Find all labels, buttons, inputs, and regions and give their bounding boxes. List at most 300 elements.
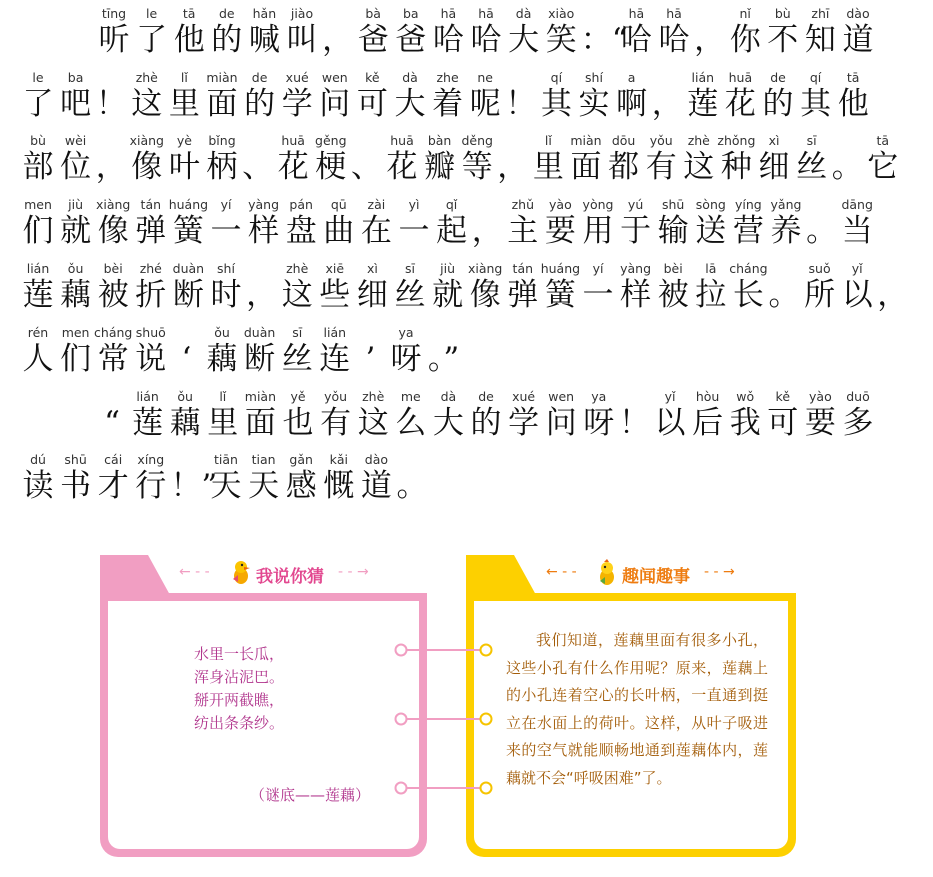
hanzi: 部 <box>22 149 54 185</box>
fun-fact-text <box>506 627 768 792</box>
hanzi: 被 <box>657 277 689 313</box>
pinyin: shí <box>217 261 235 276</box>
pinyin: zhé <box>139 261 162 276</box>
pinyin: tán <box>140 197 162 212</box>
hanzi: 样 <box>620 277 652 313</box>
punctuation-mark: ， <box>877 277 909 313</box>
pinyin: xiàng <box>467 261 503 276</box>
hanzi: 里 <box>207 405 239 441</box>
hanzi: 以 <box>654 405 686 441</box>
punctuation-mark: 。” <box>427 341 460 377</box>
pinyin: dà <box>440 389 457 404</box>
pinyin: yào <box>809 389 832 404</box>
pinyin: lián <box>26 261 50 276</box>
hanzi: 么 <box>395 405 427 441</box>
pinyin: hā <box>666 6 682 21</box>
hanzi: 笑 <box>545 22 577 58</box>
pinyin: de <box>478 389 494 404</box>
hanzi: 藕 <box>206 341 238 377</box>
pinyin: lián <box>691 70 715 85</box>
pinyin: xué <box>285 70 309 85</box>
pinyin: shū <box>64 452 87 467</box>
pinyin: hā <box>628 6 645 21</box>
pinyin: de <box>251 70 268 85</box>
hanzi: 大 <box>508 22 540 58</box>
pinyin: xiàng <box>95 197 131 212</box>
punctuation-mark: 、 <box>242 149 274 185</box>
hanzi: 用 <box>582 213 614 249</box>
hanzi: 簧 <box>172 213 204 249</box>
hanzi: 大 <box>394 86 426 122</box>
hanzi: 以 <box>841 277 873 313</box>
pinyin: zhè <box>687 133 710 148</box>
hanzi: 瓣 <box>424 149 456 185</box>
pinyin: bù <box>30 133 46 148</box>
hanzi: 吧 <box>60 86 92 122</box>
pinyin: hā <box>478 6 494 21</box>
hanzi: 可 <box>356 86 388 122</box>
punctuation-mark: ！” <box>170 468 218 504</box>
hanzi: 呀 <box>583 405 615 441</box>
hanzi: 的 <box>762 86 794 122</box>
pinyin: dāng <box>841 197 873 212</box>
hanzi: 了 <box>22 86 54 122</box>
hanzi: 叫 <box>286 22 318 58</box>
hanzi: 在 <box>360 213 392 249</box>
chick-mascot-icon <box>596 559 618 587</box>
pinyin: zhè <box>135 70 158 85</box>
riddle-card-tab <box>100 555 170 597</box>
hanzi: 时 <box>210 277 242 313</box>
hanzi: 面 <box>244 405 276 441</box>
pinyin: yè <box>176 133 192 148</box>
hanzi: 拉 <box>695 277 727 313</box>
pinyin: tian <box>251 452 276 467</box>
hanzi: 里 <box>168 86 200 122</box>
pinyin: huáng <box>540 261 581 276</box>
pinyin: pán <box>289 197 313 212</box>
pinyin: wèi <box>64 133 87 148</box>
pinyin: shuō <box>135 325 166 340</box>
punctuation-mark: ！ <box>618 405 650 441</box>
hanzi: 要 <box>804 405 836 441</box>
hanzi: 学 <box>281 86 313 122</box>
hanzi: 丝 <box>281 341 313 377</box>
pinyin: jiù <box>68 197 84 212</box>
pinyin: yí <box>592 261 604 276</box>
pinyin: lā <box>705 261 717 276</box>
hanzi: 一 <box>582 277 614 313</box>
hanzi: 这 <box>683 149 715 185</box>
pinyin: ne <box>477 70 493 85</box>
pinyin: zhǔ <box>511 197 534 212</box>
pinyin: dōu <box>611 133 636 148</box>
hanzi: 样 <box>248 213 280 249</box>
pinyin: cháng <box>94 325 133 340</box>
hanzi: 常 <box>97 341 129 377</box>
hanzi: 哈 <box>658 22 690 58</box>
hanzi: 问 <box>319 86 351 122</box>
pinyin: hǎn <box>252 6 277 21</box>
hanzi: 盘 <box>285 213 317 249</box>
hanzi: 弹 <box>507 277 539 313</box>
hanzi: 就 <box>60 213 92 249</box>
hanzi: 送 <box>695 213 727 249</box>
hanzi: 哈 <box>470 22 502 58</box>
hanzi: 细 <box>356 277 388 313</box>
pinyin: rén <box>27 325 49 340</box>
punctuation-mark: ’ <box>365 341 376 377</box>
punctuation-mark: ， <box>322 22 354 58</box>
pinyin: dú <box>30 452 46 467</box>
pinyin: yòng <box>582 197 614 212</box>
pinyin: yǐ <box>664 389 676 404</box>
hanzi: 爸 <box>357 22 389 58</box>
pinyin: sòng <box>695 197 726 212</box>
pinyin: yàng <box>620 261 652 276</box>
pinyin: le <box>146 6 158 21</box>
punctuation-mark: 。 <box>768 277 800 313</box>
punctuation-mark: ， <box>651 86 683 122</box>
pinyin: xì <box>768 133 780 148</box>
pinyin: hòu <box>695 389 720 404</box>
pinyin: bù <box>774 6 791 21</box>
punctuation-mark: 、 <box>350 149 382 185</box>
pinyin: duàn <box>243 325 276 340</box>
pinyin: zhe <box>436 70 459 85</box>
hanzi: 养 <box>770 213 802 249</box>
pinyin: bàn <box>427 133 452 148</box>
hanzi: 营 <box>732 213 764 249</box>
hanzi: 读 <box>22 468 54 504</box>
pinyin: lǐ <box>544 133 552 148</box>
hanzi: 像 <box>469 277 501 313</box>
hanzi: 丝 <box>394 277 426 313</box>
hanzi: 当 <box>841 213 873 249</box>
pinyin: xué <box>512 389 536 404</box>
pinyin: bǐng <box>208 133 236 148</box>
pinyin: de <box>218 6 235 21</box>
punctuation-mark: ：“ <box>580 22 628 58</box>
hanzi: 呀 <box>390 341 422 377</box>
hanzi: 藕 <box>169 405 201 441</box>
hanzi: 于 <box>620 213 652 249</box>
fun-fact-arrow-left: ← - - <box>546 564 577 580</box>
hanzi: 藕 <box>60 277 92 313</box>
hanzi: 啊 <box>616 86 648 122</box>
hanzi: 实 <box>578 86 610 122</box>
punctuation-mark: ！ <box>95 86 127 122</box>
pinyin: ba <box>67 70 84 85</box>
pinyin: miàn <box>244 389 276 404</box>
pinyin: zhè <box>362 389 385 404</box>
pinyin: yú <box>627 197 644 212</box>
hanzi: 面 <box>570 149 602 185</box>
hanzi: 等 <box>461 149 493 185</box>
pinyin: yào <box>549 197 572 212</box>
riddle-card <box>100 555 427 857</box>
hanzi: 天 <box>248 468 280 504</box>
pinyin: dà <box>402 70 418 85</box>
hanzi: 些 <box>319 277 351 313</box>
pinyin: sī <box>405 261 415 276</box>
hanzi: 问 <box>545 405 577 441</box>
hanzi: 可 <box>767 405 799 441</box>
hanzi: 学 <box>508 405 540 441</box>
hanzi: 大 <box>432 405 464 441</box>
hanzi: 后 <box>692 405 724 441</box>
pinyin: a <box>627 70 636 85</box>
pinyin: tiān <box>214 452 238 467</box>
hanzi: 一 <box>210 213 242 249</box>
hanzi: 有 <box>320 405 352 441</box>
punctuation-mark: 。 <box>831 149 863 185</box>
hanzi: 也 <box>282 405 314 441</box>
pinyin: cái <box>104 452 123 467</box>
hanzi: 弹 <box>135 213 167 249</box>
hanzi: 曲 <box>323 213 355 249</box>
pinyin: miàn <box>570 133 602 148</box>
pinyin: suǒ <box>808 261 831 276</box>
fun-fact-paragraph: 我们知道，莲藕里面有很多小孔，这些小孔有什么作用呢？原来，莲藕上的小孔连着空心的长叶柄，一直通到挺立在水面上的荷叶。这样，从叶子吸进来的空气就能顺畅地通到莲藕体内，莲藕就不会“呼吸困难”了。 <box>506 631 768 787</box>
pinyin: shí <box>585 70 603 85</box>
pinyin: men <box>61 325 90 340</box>
hanzi: 感 <box>285 468 317 504</box>
pinyin: bèi <box>663 261 683 276</box>
hanzi: 断 <box>244 341 276 377</box>
pinyin: yǎng <box>770 197 802 212</box>
hanzi: 慨 <box>323 468 355 504</box>
pinyin: qǐ <box>445 197 458 212</box>
pinyin: yě <box>290 389 306 404</box>
duck-mascot-icon <box>230 559 252 587</box>
pinyin: yíng <box>735 197 762 212</box>
hanzi: 喊 <box>248 22 280 58</box>
punctuation-mark: ！ <box>505 86 537 122</box>
hanzi: 丝 <box>796 149 828 185</box>
hanzi: 都 <box>608 149 640 185</box>
pinyin: xiē <box>325 261 345 276</box>
hanzi: 其 <box>540 86 572 122</box>
pinyin: wen <box>548 389 575 404</box>
hanzi: 莲 <box>132 405 164 441</box>
pinyin: miàn <box>206 70 238 85</box>
fun-fact-card-tab <box>466 555 536 597</box>
hanzi: 花 <box>386 149 418 185</box>
hanzi: 这 <box>131 86 163 122</box>
pinyin: gǎn <box>289 452 313 467</box>
hanzi: 里 <box>532 149 564 185</box>
pinyin: ǒu <box>67 261 84 276</box>
pinyin: nǐ <box>739 6 751 21</box>
pinyin: xiào <box>548 6 575 21</box>
hanzi: 道 <box>360 468 392 504</box>
hanzi: 就 <box>432 277 464 313</box>
pinyin: lǐ <box>219 389 227 404</box>
riddle-text <box>194 643 284 735</box>
punctuation-mark: ， <box>694 22 726 58</box>
riddle-card-title: 我说你猜 <box>256 567 324 587</box>
pinyin: duō <box>846 389 870 404</box>
hanzi: 细 <box>758 149 790 185</box>
riddle-line: 掰开两截瞧， <box>194 691 285 709</box>
pinyin: qí <box>550 70 563 85</box>
hanzi: 们 <box>60 341 92 377</box>
hanzi: 知 <box>804 22 836 58</box>
hanzi: 爸 <box>395 22 427 58</box>
hanzi: 的 <box>244 86 276 122</box>
hanzi: 莲 <box>687 86 719 122</box>
hanzi: 不 <box>767 22 799 58</box>
hanzi: 人 <box>22 341 54 377</box>
pinyin: huáng <box>168 197 209 212</box>
hanzi: 位 <box>60 149 92 185</box>
pinyin: shū <box>662 197 685 212</box>
pinyin: yì <box>408 197 420 212</box>
hanzi: 连 <box>319 341 351 377</box>
hanzi: 一 <box>398 213 430 249</box>
hanzi: 道 <box>842 22 874 58</box>
hanzi: 我 <box>729 405 761 441</box>
hanzi: 们 <box>22 213 54 249</box>
pinyin: ba <box>402 6 419 21</box>
pinyin: kě <box>365 70 380 85</box>
pinyin: huā <box>728 70 753 85</box>
hanzi: 有 <box>645 149 677 185</box>
pinyin: duàn <box>172 261 205 276</box>
pinyin: huā <box>281 133 305 148</box>
hanzi: 长 <box>732 277 764 313</box>
pinyin: huā <box>390 133 414 148</box>
pinyin: xì <box>366 261 378 276</box>
hanzi: 种 <box>720 149 752 185</box>
hanzi: 叶 <box>168 149 200 185</box>
hanzi: 面 <box>206 86 238 122</box>
pinyin: ya <box>398 325 414 340</box>
pinyin: yǒu <box>324 389 348 404</box>
fun-fact-card-title: 趣闻趣事 <box>622 567 690 587</box>
hanzi: 像 <box>131 149 163 185</box>
hanzi: 要 <box>544 213 576 249</box>
pinyin: lián <box>323 325 347 340</box>
pinyin: gěng <box>315 133 347 148</box>
pinyin: hā <box>440 6 457 21</box>
hanzi: 说 <box>135 341 167 377</box>
punctuation-mark: ， <box>95 149 127 185</box>
hanzi: 的 <box>211 22 243 58</box>
riddle-answer: （谜底——莲藕） <box>250 786 371 804</box>
riddle-line: 浑身沾泥巴。 <box>194 668 285 686</box>
pinyin: kě <box>775 389 791 404</box>
pinyin: cháng <box>729 261 768 276</box>
pinyin: wen <box>321 70 348 85</box>
pinyin: ǒu <box>214 325 230 340</box>
pinyin: qū <box>330 197 347 212</box>
hanzi: 多 <box>842 405 874 441</box>
pinyin: yǒu <box>649 133 673 148</box>
hanzi: 他 <box>837 86 869 122</box>
pinyin: lǐ <box>180 70 188 85</box>
pinyin: tīng <box>101 6 127 21</box>
hanzi: 了 <box>136 22 168 58</box>
hanzi: 哈 <box>432 22 464 58</box>
pinyin: dà <box>515 6 532 21</box>
pinyin: ǒu <box>177 389 193 404</box>
pinyin: bà <box>365 6 381 21</box>
hanzi: 听 <box>98 22 130 58</box>
pinyin: yǐ <box>851 261 863 276</box>
hanzi: 像 <box>97 213 129 249</box>
hanzi: 花 <box>277 149 309 185</box>
pinyin: zhè <box>286 261 309 276</box>
hanzi: 这 <box>357 405 389 441</box>
hanzi: 行 <box>135 468 167 504</box>
pinyin: tán <box>512 261 534 276</box>
fun-fact-card <box>466 555 796 857</box>
riddle-arrow-left: ← - - <box>179 564 210 580</box>
hanzi: 起 <box>436 213 468 249</box>
hanzi: 他 <box>173 22 205 58</box>
hanzi: 哈 <box>620 22 652 58</box>
pinyin: tā <box>182 6 196 21</box>
hanzi: 所 <box>804 277 836 313</box>
hanzi: 的 <box>470 405 502 441</box>
pinyin: xíng <box>137 452 165 467</box>
hanzi: 这 <box>281 277 313 313</box>
hanzi: 折 <box>135 277 167 313</box>
punctuation-mark: 。 <box>806 213 838 249</box>
pinyin: tā <box>846 70 860 85</box>
pinyin: sī <box>292 325 303 340</box>
pinyin: qí <box>809 70 822 85</box>
pinyin: le <box>32 70 44 85</box>
punctuation-mark: ， <box>497 149 529 185</box>
pinyin: wǒ <box>736 389 755 404</box>
pinyin: dào <box>846 6 870 21</box>
hanzi: 被 <box>97 277 129 313</box>
pinyin: jiù <box>440 261 456 276</box>
fun-fact-arrow-right: - - → <box>704 564 735 580</box>
pinyin: zhī <box>811 6 830 21</box>
punctuation-mark: ， <box>471 213 503 249</box>
pinyin: yí <box>220 197 232 212</box>
hanzi: 输 <box>657 213 689 249</box>
riddle-line: 纺出条条纱。 <box>194 714 285 732</box>
pinyin: yàng <box>248 197 280 212</box>
pinyin: děng <box>461 133 493 148</box>
pinyin: kǎi <box>329 452 348 467</box>
riddle-line: 水里一长瓜， <box>194 645 285 663</box>
hanzi: 断 <box>172 277 204 313</box>
pinyin: jiào <box>290 6 314 21</box>
pinyin: lián <box>136 389 159 404</box>
pinyin: xiàng <box>129 133 164 148</box>
pinyin: dào <box>364 452 389 467</box>
hanzi: 它 <box>867 149 899 185</box>
punctuation-mark: “ <box>104 405 120 441</box>
pinyin: de <box>770 70 786 85</box>
hanzi: 梗 <box>315 149 347 185</box>
hanzi: 你 <box>729 22 761 58</box>
hanzi: 主 <box>507 213 539 249</box>
punctuation-mark: ‘ <box>181 341 192 377</box>
pinyin: zài <box>367 197 386 212</box>
hanzi: 天 <box>210 468 242 504</box>
hanzi: 莲 <box>22 277 54 313</box>
punctuation-mark: 。 <box>396 468 428 504</box>
pinyin: ya <box>591 389 607 404</box>
hanzi: 簧 <box>544 277 576 313</box>
